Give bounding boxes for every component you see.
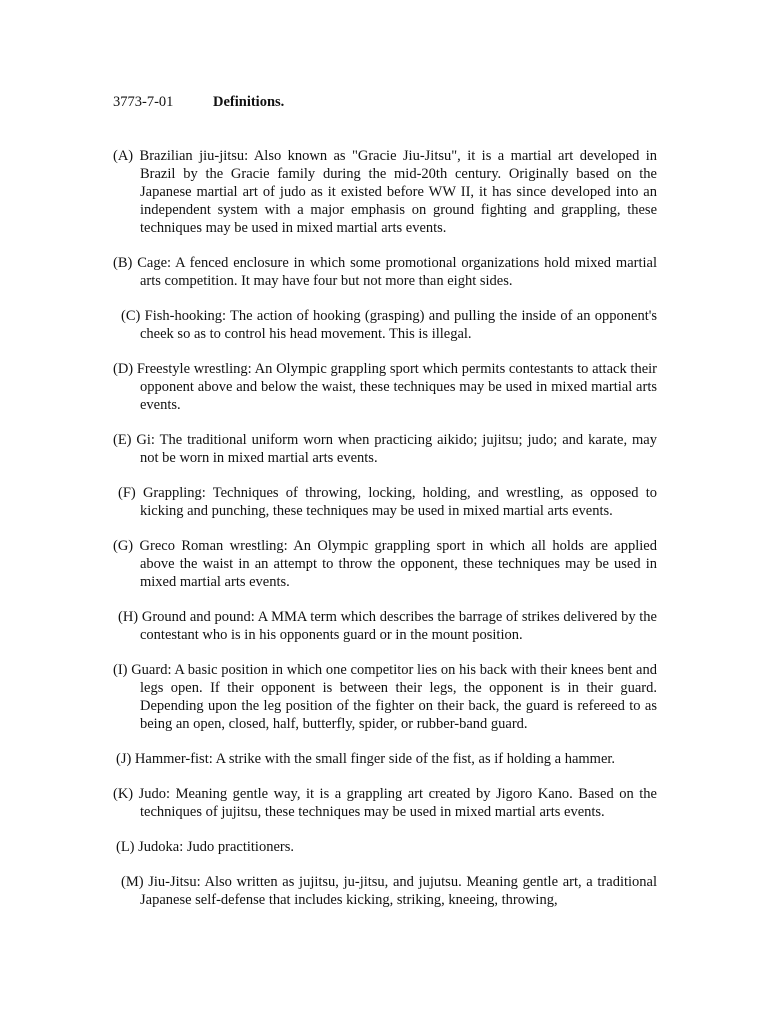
definition-f: (F) Grappling: Techniques of throwing, locking, holding, and wrestling, as opposed to kicking and punching, these techniques may be used in mixed martial arts events. [118,485,657,519]
definition-d: (D) Freestyle wrestling: An Olympic grappling sport which permits contestants to attack their opponent above and below the waist, these techniques may be used in mixed martial arts events. [113,361,657,413]
definition-e: (E) Gi: The traditional uniform worn when practicing aikido; jujitsu; judo; and karate, may not be worn in mixed martial arts events. [113,432,657,466]
definition-k: (K) Judo: Meaning gentle way, it is a grappling art created by Jigoro Kano. Based on the techniques of jujitsu, these techniques may be used in mixed martial arts events. [113,786,657,820]
section-number: 3773-7-01 [113,94,174,110]
section-header [113,93,285,111]
definition-l: (L) Judoka: Judo practitioners. [116,839,294,855]
definition-a: (A) Brazilian jiu-jitsu: Also known as "Gracie Jiu-Jitsu", it is a martial art developed in Brazil by the Gracie family during the mid-20th century. Originally based on the Japanese martial art of judo as it existed before WW II, it has since developed into an independent system with a major emphasis on ground fighting and grappling, these techniques may be used in mixed martial arts events. [113,148,657,236]
definition-m: (M) Jiu-Jitsu: Also written as jujitsu, ju-jitsu, and jujutsu. Meaning gentle art, a traditional Japanese self-defense that includes kicking, striking, kneeing, throwing, [121,874,657,908]
definition-g: (G) Greco Roman wrestling: An Olympic grappling sport in which all holds are applied above the waist in an attempt to throw the opponent, these techniques may be used in mixed martial arts events. [113,538,657,590]
definition-i: (I) Guard: A basic position in which one competitor lies on his back with their knees bent and legs open. If their opponent is between their legs, the opponent is in their guard. Depending upon the leg position of the fighter on their back, the guard is refereed to as being an open, closed, half, butterfly, spider, or rubber-band guard. [113,662,657,732]
section-title: Definitions. [213,94,285,110]
definition-b: (B) Cage: A fenced enclosure in which some promotional organizations hold mixed martial arts competition. It may have four but not more than eight sides. [113,255,657,289]
definition-h: (H) Ground and pound: A MMA term which describes the barrage of strikes delivered by the contestant who is in his opponents guard or in the mount position. [118,609,657,643]
definition-j: (J) Hammer-fist: A strike with the small finger side of the fist, as if holding a hammer. [116,751,616,767]
definition-c: (C) Fish-hooking: The action of hooking (grasping) and pulling the inside of an opponent's cheek so as to control his head movement. This is illegal. [121,308,657,342]
definitions-list [113,147,657,909]
